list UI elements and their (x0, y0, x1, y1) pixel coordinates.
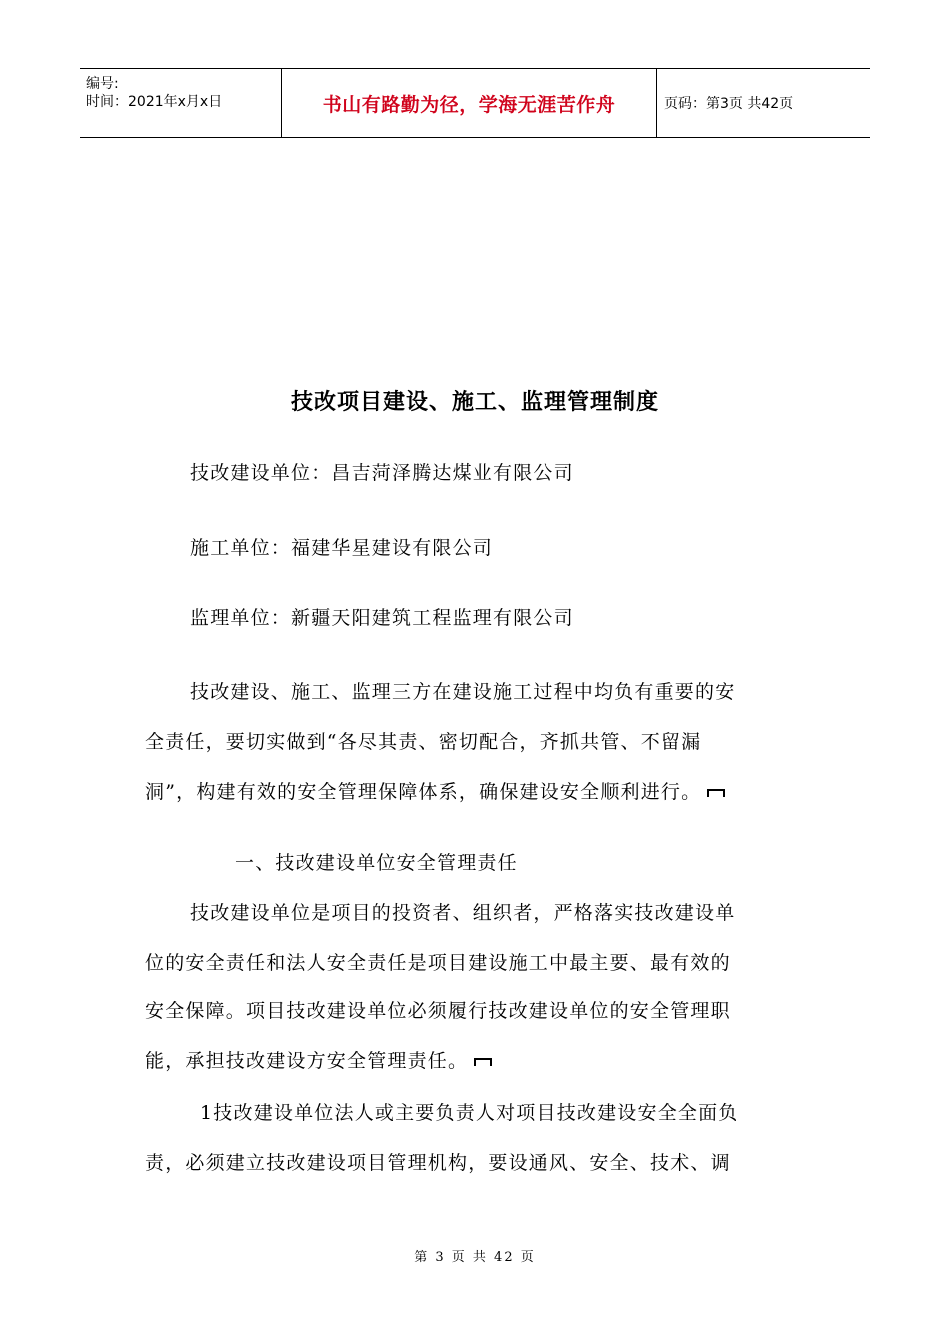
section-heading: 一、技改建设单位安全管理责任 (235, 852, 518, 874)
paragraph-line: 位的安全责任和法人安全责任是项目建设施工中最主要、最有效的 (145, 952, 731, 974)
contractor-line: 施工单位：福建华星建设有限公司 (190, 537, 494, 559)
paragraph-line (145, 1046, 805, 1073)
paragraph-line: 责，必须建立技改建设项目管理机构，要设通风、安全、技术、调 (145, 1152, 731, 1174)
header-page-info: 页码：第3页 共42页 (664, 96, 794, 112)
paragraph-line: 1技改建设单位法人或主要负责人对项目技改建设安全全面负 (200, 1102, 739, 1124)
header-meta (80, 69, 280, 137)
paragraph-text: 洞”，构建有效的安全管理保障体系，确保建设安全顺利进行。 (145, 781, 702, 803)
doc-time-label: 时间：2021年x月x日 (86, 94, 223, 110)
supervisor-line: 监理单位：新疆天阳建筑工程监理有限公司 (190, 607, 574, 629)
header-motto: 书山有路勤为径，学海无涯苦作舟 (322, 93, 616, 116)
header-page-cell (656, 69, 870, 137)
doc-number-label: 编号: (86, 76, 119, 92)
paragraph-line: 技改建设单位是项目的投资者、组织者，严格落实技改建设单 (190, 902, 736, 924)
paragraph-line: 全责任，要切实做到“各尽其责、密切配合，齐抓共管、不留漏 (145, 731, 702, 753)
header-motto-cell (281, 69, 657, 137)
paragraph-text: 能，承担技改建设方安全管理责任。 (145, 1050, 469, 1072)
paragraph-mark-icon (707, 789, 725, 797)
paragraph-line: 技改建设、施工、监理三方在建设施工过程中均负有重要的安 (190, 681, 736, 703)
page-footer: 第 3 页 共 42 页 (414, 1250, 536, 1265)
document-title: 技改项目建设、施工、监理管理制度 (290, 389, 659, 415)
construction-owner-line: 技改建设单位：昌吉菏泽腾达煤业有限公司 (190, 462, 574, 484)
paragraph-line: 安全保障。项目技改建设单位必须履行技改建设单位的安全管理职 (145, 1000, 731, 1022)
page-header (80, 68, 870, 138)
paragraph-mark-icon (474, 1058, 492, 1066)
paragraph-line (145, 777, 805, 804)
